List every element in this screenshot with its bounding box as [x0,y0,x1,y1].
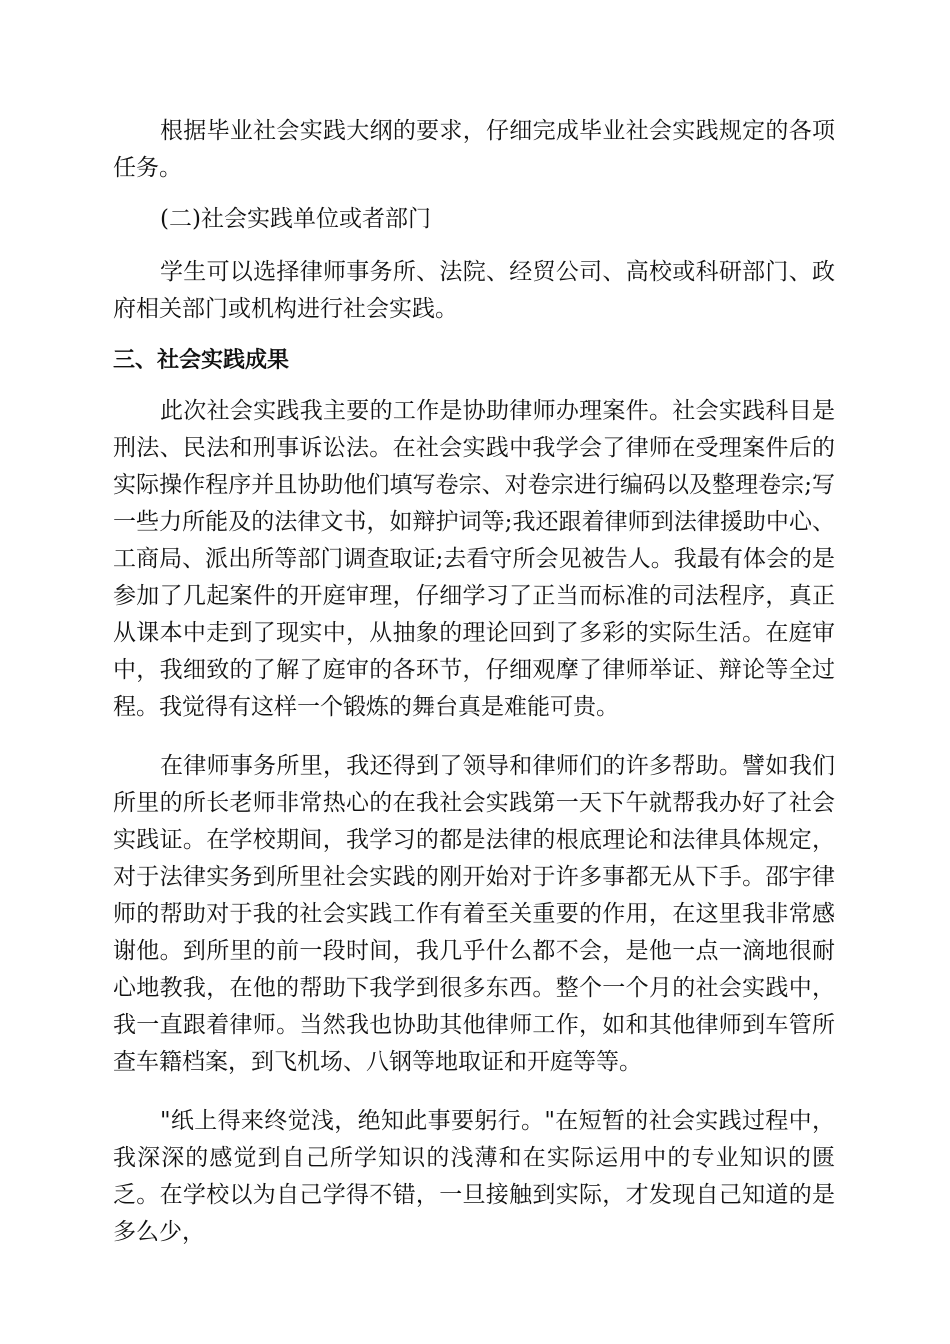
paragraph-law-firm-help: 在律师事务所里，我还得到了领导和律师们的许多帮助。譬如我们所里的所长老师非常热心的在我社会实践第一天下午就帮我办好了社会实践证。在学校期间，我学习的都是法律的根底理论和法律具体规定，对于法律实务到所里社会实践的刚开始对于许多事都无从下手。邵宇律师的帮助对于我的社会实践工作有着至关重要的作用，在这里我非常感谢他。到所里的前一段时间，我几乎什么都不会，是他一点一滴地很耐心地教我，在他的帮助下我学到很多东西。整个一个月的社会实践中，我一直跟着律师。当然我也协助其他律师工作，如和其他律师到车管所查车籍档案，到飞机场、八钢等地取证和开庭等等。 [113,753,835,1075]
paragraph-task-requirements: 根据毕业社会实践大纲的要求，仔细完成毕业社会实践规定的各项任务。 [113,118,835,181]
document-body [113,113,835,1251]
paragraph-main-work: 此次社会实践我主要的工作是协助律师办理案件。社会实践科目是刑法、民法和刑事诉讼法。在社会实践中我学会了律师在受理案件后的实际操作程序并且协助他们填写卷宗、对卷宗进行编码以及整理卷宗;写一些力所能及的法律文书，如辩护词等;我还跟着律师到法律援助中心、工商局、派出所等部门调查取证;去看守所会见被告人。我最有体会的是参加了几起案件的开庭审理，仔细学习了正当而标准的司法程序，真正从课本中走到了现实中，从抽象的理论回到了多彩的实际生活。在庭审中，我细致的了解了庭审的各环节，仔细观摩了律师举证、辩论等全过程。我觉得有这样一个锻炼的舞台真是难能可贵。 [113,398,835,720]
paragraph-practice-units: 学生可以选择律师事务所、法院、经贸公司、高校或科研部门、政府相关部门或机构进行社会实践。 [113,259,835,322]
section-heading-results: 三、社会实践成果 [113,348,290,373]
paragraph-reflection: "纸上得来终觉浅，绝知此事要躬行。"在短暂的社会实践过程中，我深深的感觉到自己所学知识的浅薄和在实际运用中的专业知识的匮乏。在学校以为自己学得不错，一旦接触到实际，才发现自己知道的是多么少， [113,1108,835,1245]
subheading-practice-units: (二)社会实践单位或者部门 [160,206,431,232]
